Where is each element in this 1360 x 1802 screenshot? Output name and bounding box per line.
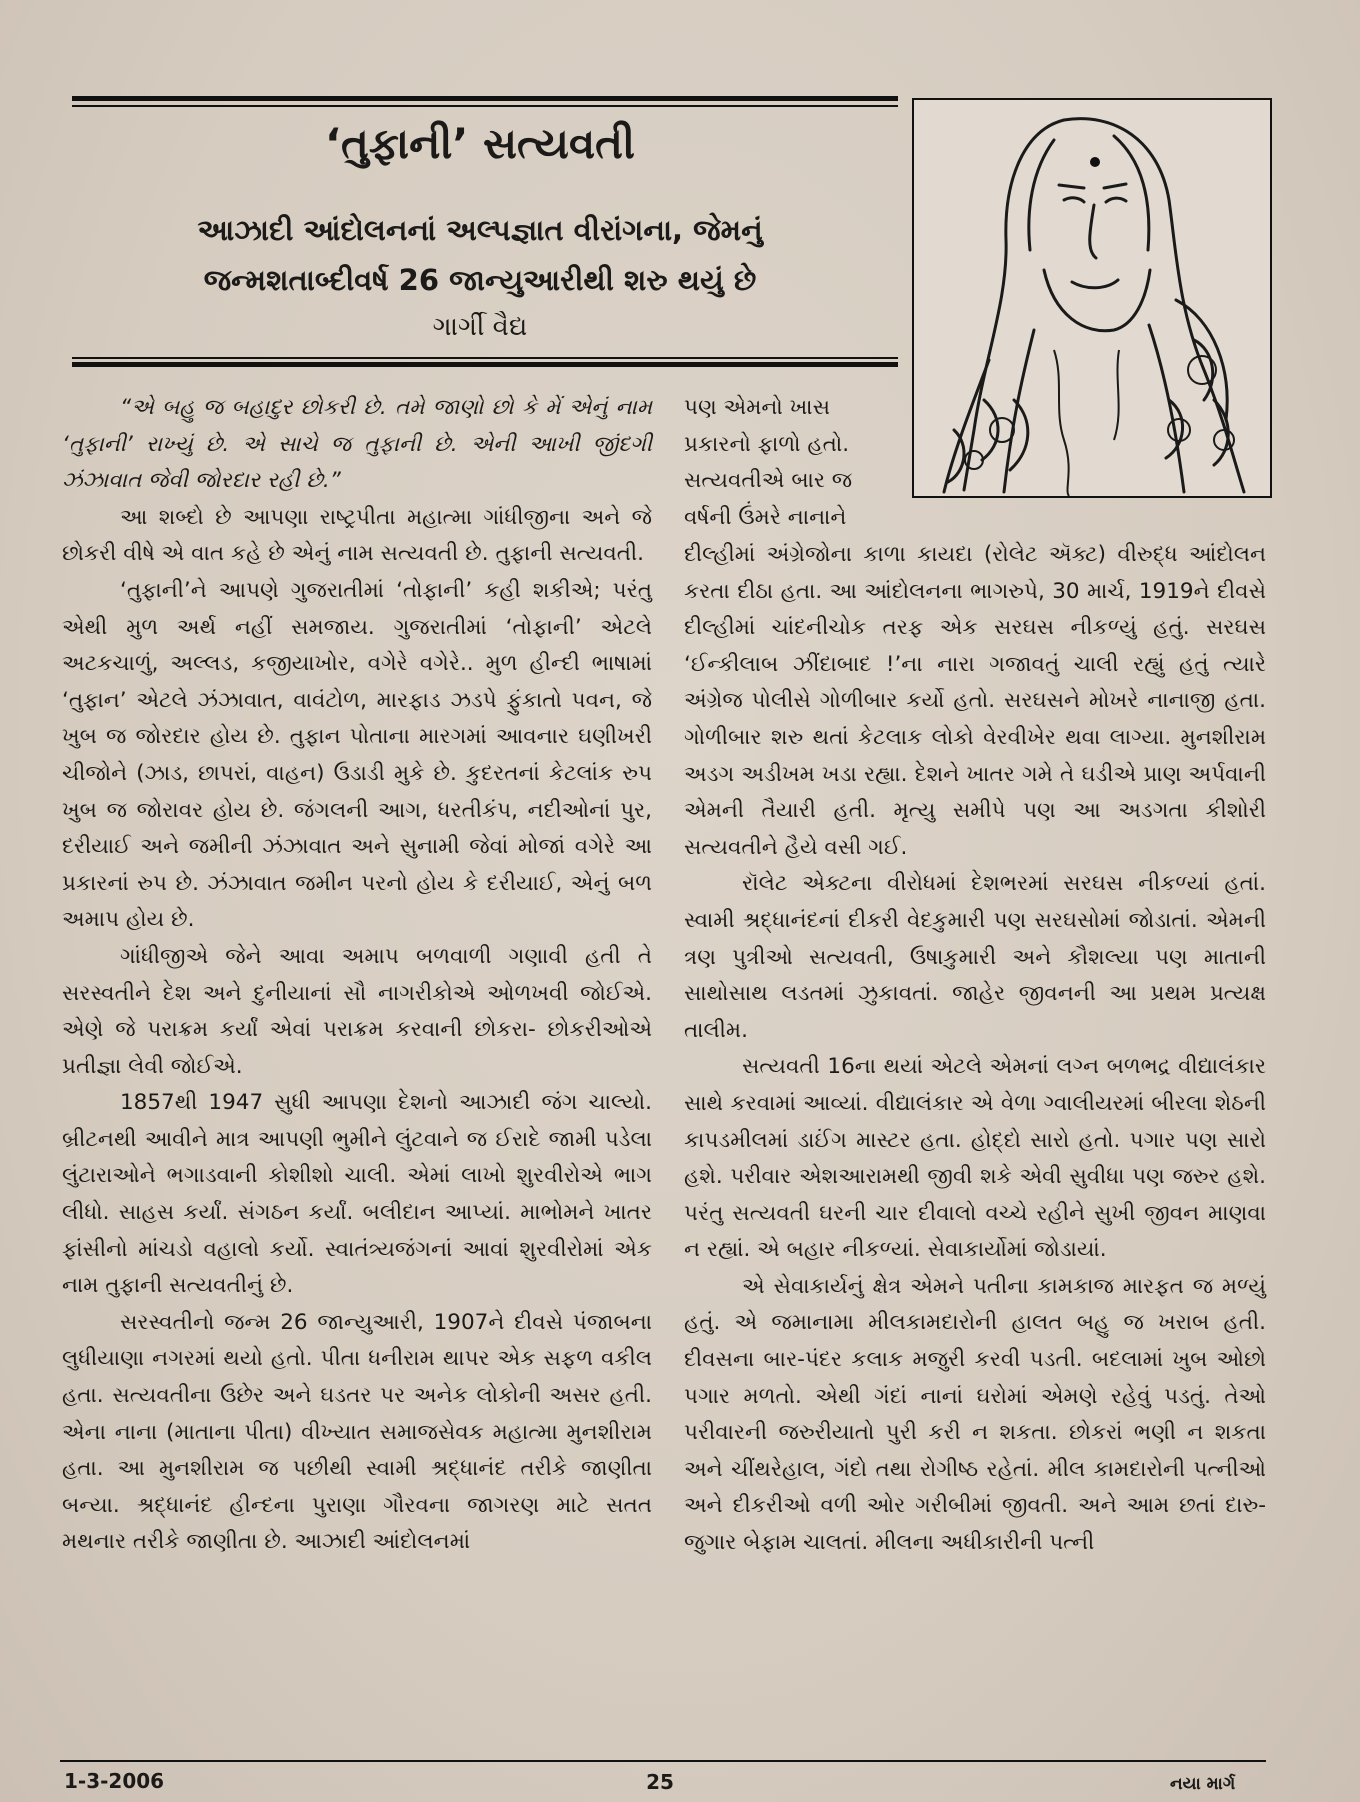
text-line: સત્યવતીએ બાર જ — [684, 468, 853, 494]
issue-date: 1-3-2006 — [64, 1769, 165, 1793]
paragraph: દીલ્હીમાં અંગ્રેજોના કાળા કાયદા (રોલેટ ઍક્ટ) વીરુદ્ધ આંદોલન કરતા દીઠા હતા. આ આંદોલનના ભાગરુપે, 30 માર્ચ, 1919ને દીવસે દીલ્હીમાં ચાંદનીચોક તરફ એક સરઘસ નીકળ્યું હતું. સરઘસ ‘ઈન્કીલાબ ઝીંદાબાદ !’ના નારા ગજાવતું ચાલી રહ્યું હતું ત્યારે અંગ્રેજ પોલીસે ગોળીબાર કર્યો હતો. સરઘસને મોખરે નાનાજી હતા. ગોળીબાર શરુ થતાં કેટલાક લોકો વેરવીખેર થવા લાગ્યા. મુનશીરામ અડગ અડીખમ ખડા રહ્યા. દેશને ખાતર ગમે તે ઘડીએ પ્રાણ અર્પવાની એમની તૈયારી હતી. મૃત્યુ સમીપે પણ આ અડગતા કીશોરી સત્યવતીને હૈયે વસી ગઈ. — [684, 542, 1266, 860]
header-rule-bottom-thin — [72, 357, 898, 359]
text-line: વર્ષની ઉંમરે નાનાને — [684, 504, 847, 530]
paragraph: ‘તુફાની’ને આપણે ગુજરાતીમાં ‘તોફાની’ કહી શકીએ; પરંતુ એથી મુળ અર્થ નહીં સમજાય. ગુજરાતીમાં ‘તોફાની’ એટલે અટકચાળું, અલ્લડ, કજીયાખોર, વગેરે વગેરે.. મુળ હીન્દી ભાષામાં ‘તુફાન’ એટલે ઝંઝાવાત, વાવંટોળ, મારફાડ ઝડપે ફુંકાતો પવન, જે ખુબ જ જોરદાર હોય છે. તુફાન પોતાના મારગમાં આવનાર ઘણીખરી ચીજોને (ઝાડ, છાપરાં, વાહન) ઉડાડી મુકે છે. કુદરતનાં કેટલાંક રુપ ખુબ જ જોરાવર હોય છે. જંગલની આગ, ધરતીકંપ, નદીઓનાં પુર, દરીયાઈ અને જમીની ઝંઝાવાત અને સુનામી જેવાં મોજાં વગેરે આ પ્રકારનાં રુપ છે. ઝંઝાવાત જમીન પરનો હોય કે દરીયાઈ, એનું બળ અમાપ હોય છે. — [62, 577, 652, 933]
left-column — [62, 390, 652, 1561]
header-rule-top-thin — [72, 105, 898, 107]
paragraph: એ સેવાકાર્યનું ક્ષેત્ર એમને પતીના કામકાજ મારફત જ મળ્યું હતું. એ જમાનામા મીલકામદારોની હાલત બહુ જ ખરાબ હતી. દીવસના બાર-પંદર કલાક મજુરી કરવી પડતી. બદલામાં ખુબ ઓછો પગાર મળતો. એથી ગંદાં નાનાં ઘરોમાં એમણે રહેવું પડતું. તેઓ પરીવારની જરુરીયાતો પુરી કરી ન શકતા. છોકરાં ભણી ન શકતા અને ચીંથરેહાલ, ગંદો તથા રોગીષ્ઠ રહેતાં. મીલ કામદારોની પત્નીઓ અને દીકરીઓ વળી ઓર ગરીબીમાં જીવતી. અને આમ છતાં દારુ-જુગાર બેફામ ચાલતાં. મીલના અધીકારીની પત્ની — [684, 1273, 1266, 1556]
paragraph: રૉલેટ એક્ટના વીરોધમાં દેશભરમાં સરઘસ નીકળ્યાં હતાં. સ્વામી શ્રદ્ધાનંદનાં દીકરી વેદકુમારી પણ સરઘસોમાં જોડાતાં. એમની ત્રણ પુત્રીઓ સત્યવતી, ઉષાકુમારી અને કૌશલ્યા પણ માતાની સાથોસાથ લડતમાં ઝુકાવતાં. જાહેર જીવનની આ પ્રથમ પ્રત્યક્ષ તાલીમ. — [684, 871, 1266, 1043]
header-rule-bottom — [72, 362, 898, 367]
article-subtitle — [120, 205, 840, 305]
author-name: ગાર્ગી વૈદ્ય — [432, 312, 528, 342]
text-line: પ્રકારનો ફાળો હતો. — [684, 431, 850, 457]
paragraph: 1857થી 1947 સુધી આપણા દેશનો આઝાદી જંગ ચાલ્યો. બ્રીટનથી આવીને માત્ર આપણી ભુમીને લુંટવાને જ ઈરાદે જામી પડેલા લુંટારાઓને ભગાડવાની કોશીશો ચાલી. એમાં લાખો શુરવીરોએ ભાગ લીધો. સાહસ કર્યાં. સંગઠન કર્યાં. બલીદાન આપ્યાં. માભોમને ખાતર ફાંસીનો માંચડો વહાલો કર્યો. સ્વાતંત્ર્યજંગનાં આવાં શુરવીરોમાં એક નામ તુફાની સત્યવતીનું છે. — [62, 1090, 653, 1299]
portrait-sketch — [912, 98, 1272, 498]
right-column-narrow — [684, 390, 896, 536]
article-title: ‘તુફાની’ સત્યવતી — [325, 119, 635, 168]
paragraph: સરસ્વતીનો જન્મ 26 જાન્યુઆરી, 1907ને દીવસે પંજાબના લુધીયાણા નગરમાં થયો હતો. પીતા ધનીરામ થાપર એક સફળ વકીલ હતા. સત્યવતીના ઉછેર અને ઘડતર પર અનેક લોકોની અસર હતી. એના નાના (માતાના પીતા) વીખ્યાત સમાજસેવક મહાત્મા મુનશીરામ હતા. આ મુનશીરામ જ પછીથી સ્વામી શ્રદ્ધાનંદ તરીકે જાણીતા બન્યા. શ્રદ્ધાનંદ હીન્દના પુરાણા ગૌરવના જાગરણ માટે સતત મથનાર તરીકે જાણીતા છે. આઝાદી આંદોલનમાં — [62, 1309, 652, 1555]
footer-rule — [60, 1760, 1266, 1762]
subtitle-line-1: આઝાદી આંદોલનનાં અલ્પજ્ઞાત વીરાંગના, જેમનું — [197, 213, 763, 247]
right-column — [684, 537, 1266, 1562]
header-rule-top — [72, 96, 898, 101]
paragraph: આ શબ્દો છે આપણા રાષ્ટ્રપીતા મહાત્મા ગાંધીજીના અને જે છોકરી વીષે એ વાત કહે છે એનું નામ સત્યવતી છે. તુફાની સત્યવતી. — [62, 504, 652, 567]
paragraph: ગાંધીજીએ જેને આવા અમાપ બળવાળી ગણાવી હતી તે સરસ્વતીને દેશ અને દુનીયાનાં સૌ નાગરીકોએ ઓળખવી જોઈએ. એણે જે પરાક્રમ કર્યાં એવાં પરાક્રમ કરવાની છોકરા- છોકરીઓએ પ્રતીજ્ઞા લેવી જોઈએ. — [62, 943, 652, 1079]
paragraph: સત્યવતી 16ના થયાં એટલે એમનાં લગ્ન બળભદ્ર વીદ્યાલંકાર સાથે કરવામાં આવ્યાં. વીદ્યાલંકાર એ વેળા ગ્વાલીયરમાં બીરલા શેઠની કાપડમીલમાં ડાઈંગ માસ્ટર હતા. હોદ્દો સારો હતો. પગાર પણ સારો હશે. પરીવાર એશઆરામથી જીવી શકે એવી સુવીધા પણ જરુર હશે. પરંતુ સત્યવતી ઘરની ચાર દીવાલો વચ્ચે રહીને સુખી જીવન માણવા ન રહ્યાં. એ બહાર નીકળ્યાં. સેવાકાર્યોમાં જોડાયાં. — [684, 1054, 1266, 1263]
portrait-illustration — [914, 100, 1270, 496]
text-line: પણ એમનો ખાસ — [684, 395, 830, 420]
gandhi-quote: “એ બહુ જ બહાદુર છોકરી છે. તમે જાણો છો કે મેં એનું નામ ‘તુફાની’ રાખ્યું છે. એ સાચે જ તુફાની છે. એની આખી જીંદગી ઝંઝાવાત જેવી જોરદાર રહી છે.” — [62, 395, 652, 494]
subtitle-line-2: જન્મશતાબ્દીવર્ષ 26 જાન્યુઆરીથી શરુ થયું છે — [203, 263, 757, 297]
page-number: 25 — [646, 1770, 674, 1794]
magazine-name: નયા માર્ગ — [1170, 1774, 1236, 1794]
